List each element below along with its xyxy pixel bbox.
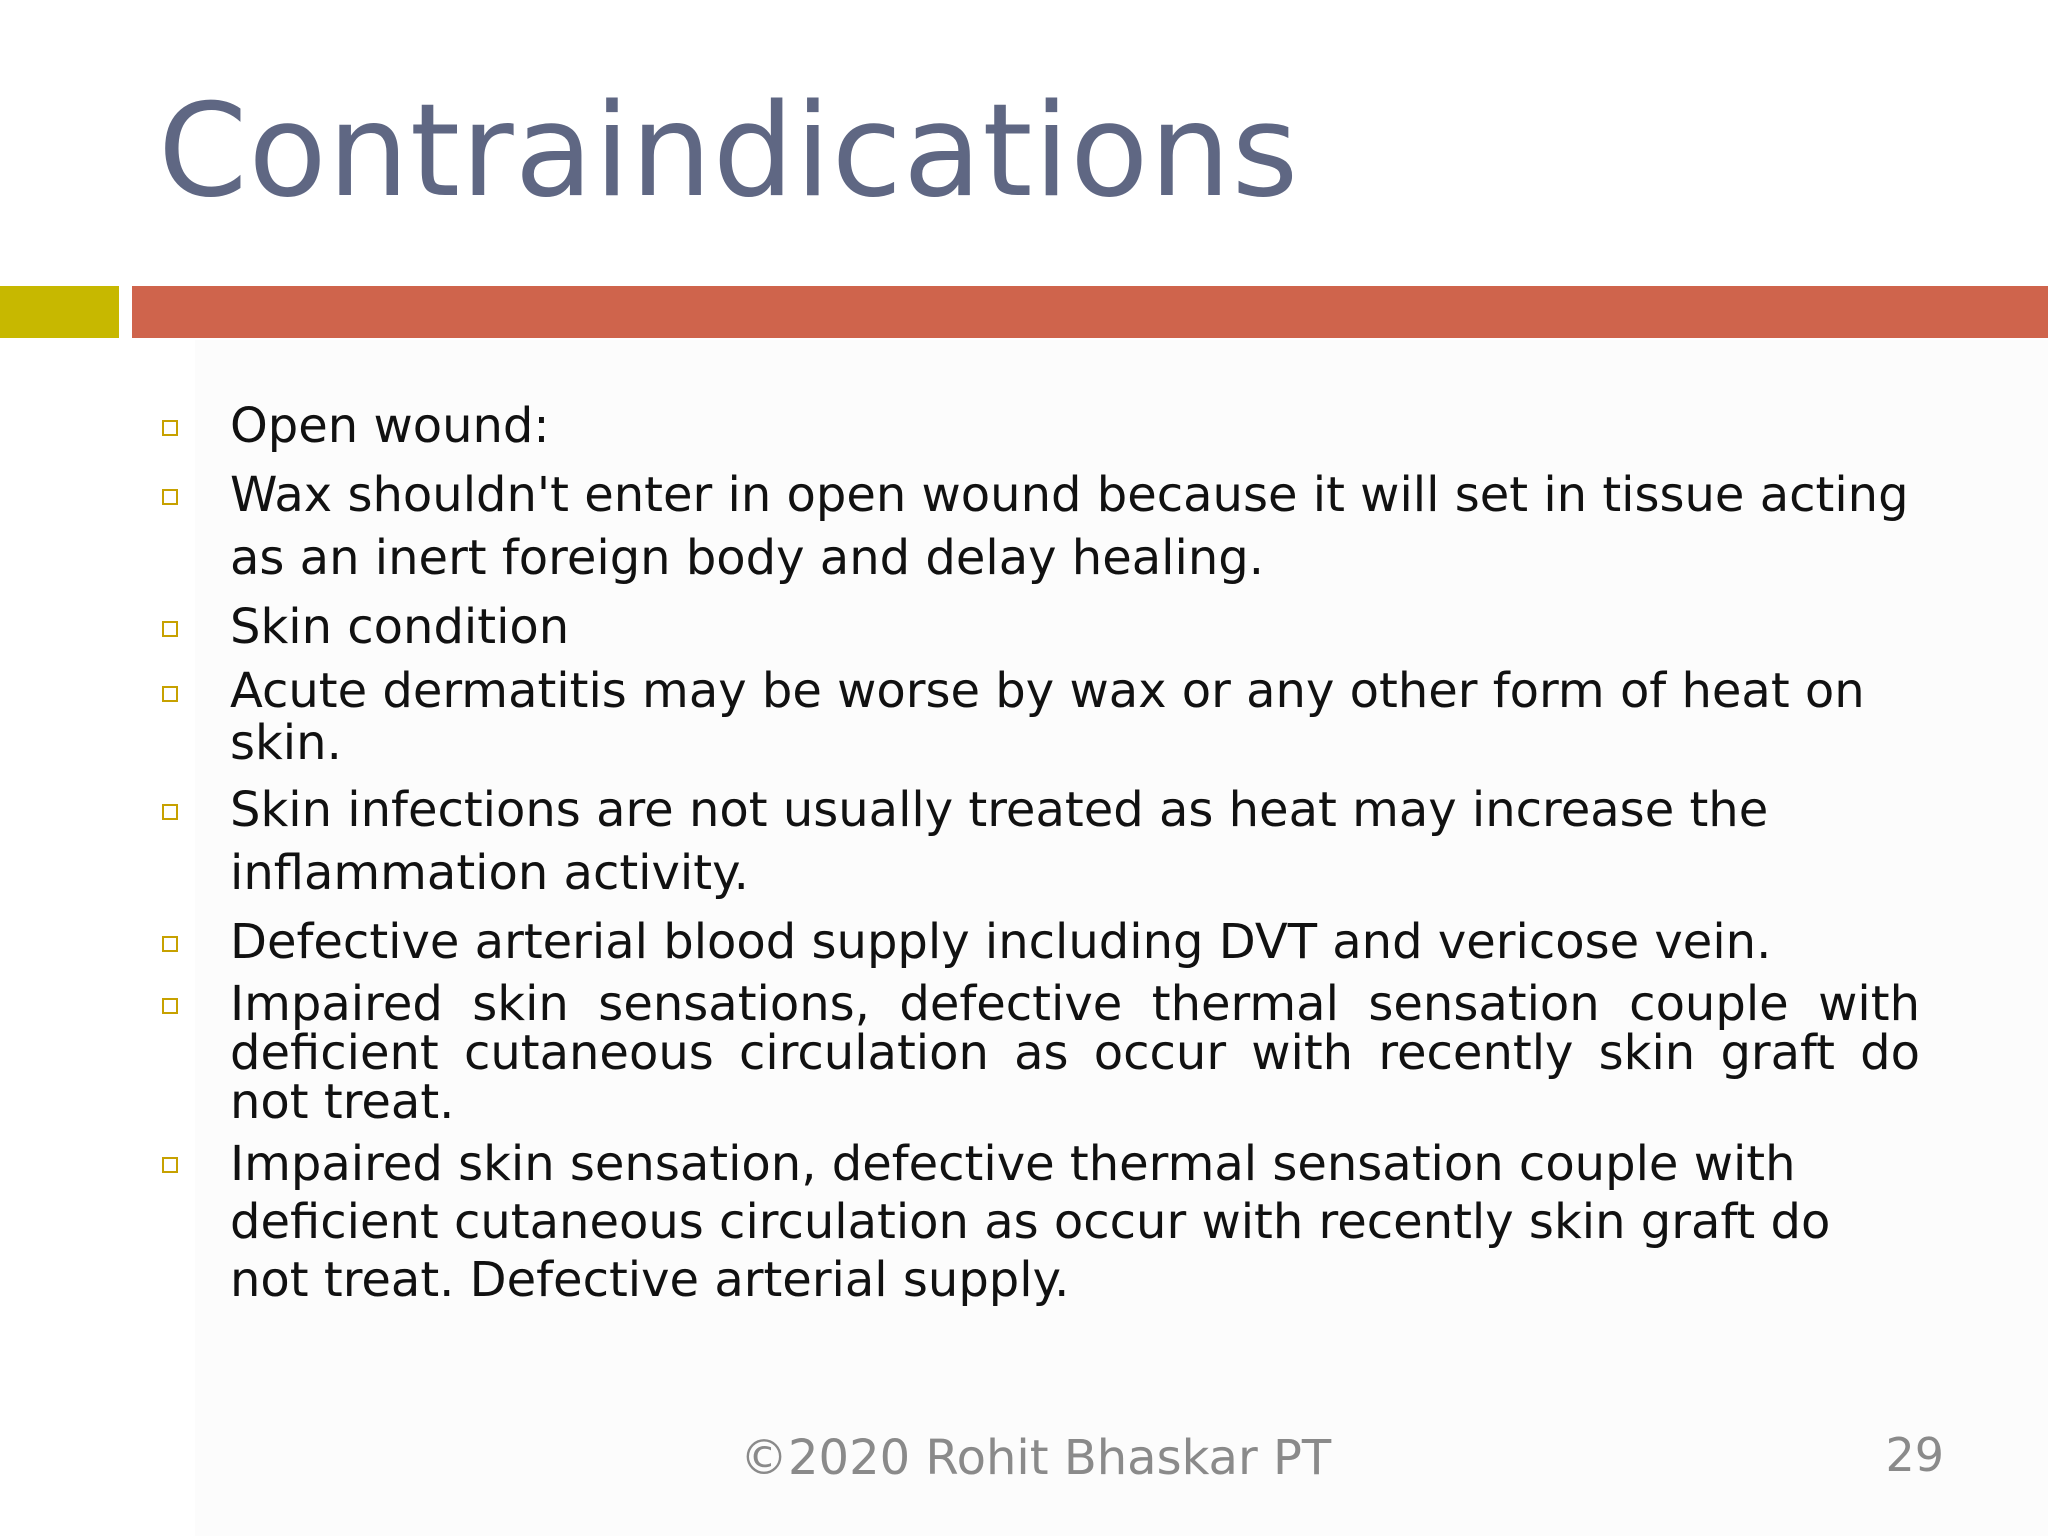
accent-bar-left	[0, 286, 119, 338]
bullet-item	[160, 976, 1920, 1130]
square-bullet-icon	[162, 1157, 178, 1173]
accent-bar-right	[132, 286, 2048, 338]
bullet-text: Open wound:	[230, 398, 550, 454]
square-bullet-icon	[162, 489, 178, 505]
square-bullet-icon	[162, 420, 178, 436]
bullet-text: Impaired skin sensations, defective thermal sensation couple with deficient cutaneous circulation as occur with recently skin graft do not treat.	[230, 976, 1920, 1130]
square-bullet-icon	[162, 621, 178, 637]
bullet-text: Impaired skin sensation, defective thermal sensation couple with deficient cutaneous circulation as occur with recently skin graft do not treat. Defective arterial supply.	[230, 1136, 1831, 1308]
slide-title: Contraindications	[158, 77, 1300, 226]
footer-copyright: ©2020 Rohit Bhaskar PT	[740, 1430, 1332, 1486]
square-bullet-icon	[162, 936, 178, 952]
bullet-item	[160, 1135, 1920, 1309]
bullet-list	[160, 395, 1920, 1315]
bullet-text: Skin condition	[230, 599, 570, 655]
bullet-text: Skin infections are not usually treated as heat may increase the inflammation activity.	[230, 782, 1769, 901]
bullet-text: Wax shouldn't enter in open wound because it will set in tissue acting as an inert foreign body and delay healing.	[230, 467, 1909, 586]
bullet-item	[160, 779, 1920, 905]
bullet-text: Defective arterial blood supply including DVT and vericose vein.	[230, 914, 1772, 970]
square-bullet-icon	[162, 804, 178, 820]
bullet-item	[160, 395, 1920, 458]
bullet-text: Acute dermatitis may be worse by wax or any other form of heat on skin.	[230, 663, 1865, 771]
bullet-item	[160, 665, 1920, 769]
square-bullet-icon	[162, 998, 178, 1014]
bullet-item	[160, 911, 1920, 974]
page-number: 29	[1885, 1428, 1944, 1482]
bullet-item	[160, 596, 1920, 659]
bullet-item	[160, 464, 1920, 590]
square-bullet-icon	[162, 686, 178, 702]
